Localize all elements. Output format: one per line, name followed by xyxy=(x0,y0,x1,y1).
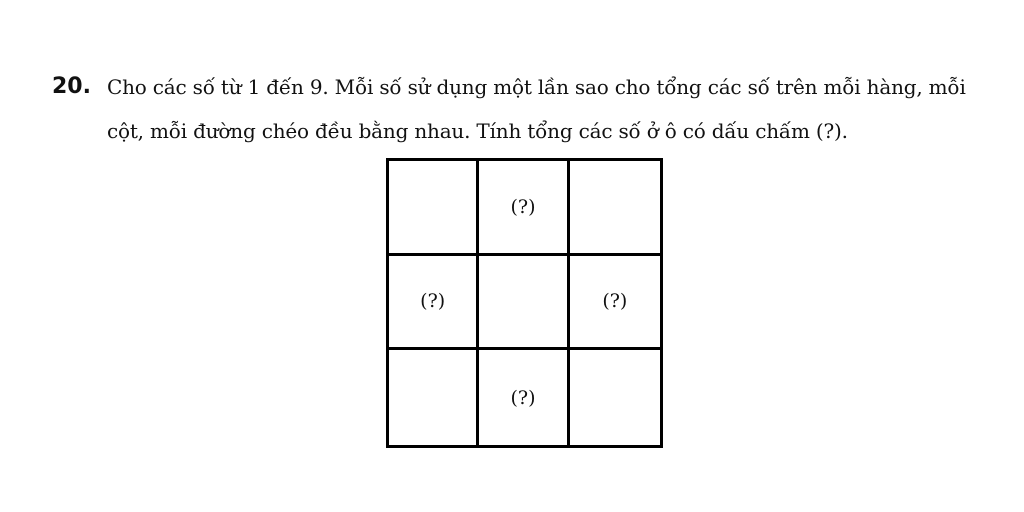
grid-cell-r1c3 xyxy=(570,161,660,256)
problem-text-line-1: Cho các số từ 1 đến 9. Mỗi số sử dụng một lần sao cho tổng các số trên mỗi hàng, mỗi xyxy=(107,75,966,99)
grid-cell-r1c2: (?) xyxy=(479,161,569,256)
grid-cell-r2c2 xyxy=(479,256,569,351)
problem-text-line-2: cột, mỗi đường chéo đều bằng nhau. Tính tổng các số ở ô có dấu chấm (?). xyxy=(107,119,848,143)
problem-number: 20. xyxy=(52,74,91,99)
grid-cell-r3c3 xyxy=(570,350,660,445)
grid-cell-r1c1 xyxy=(389,161,479,256)
grid-cell-r3c2: (?) xyxy=(479,350,569,445)
grid-cell-r2c1: (?) xyxy=(389,256,479,351)
magic-square-grid xyxy=(386,158,663,448)
grid-cell-r2c3: (?) xyxy=(570,256,660,351)
problem-text xyxy=(107,72,1007,160)
grid-cell-r3c1 xyxy=(389,350,479,445)
